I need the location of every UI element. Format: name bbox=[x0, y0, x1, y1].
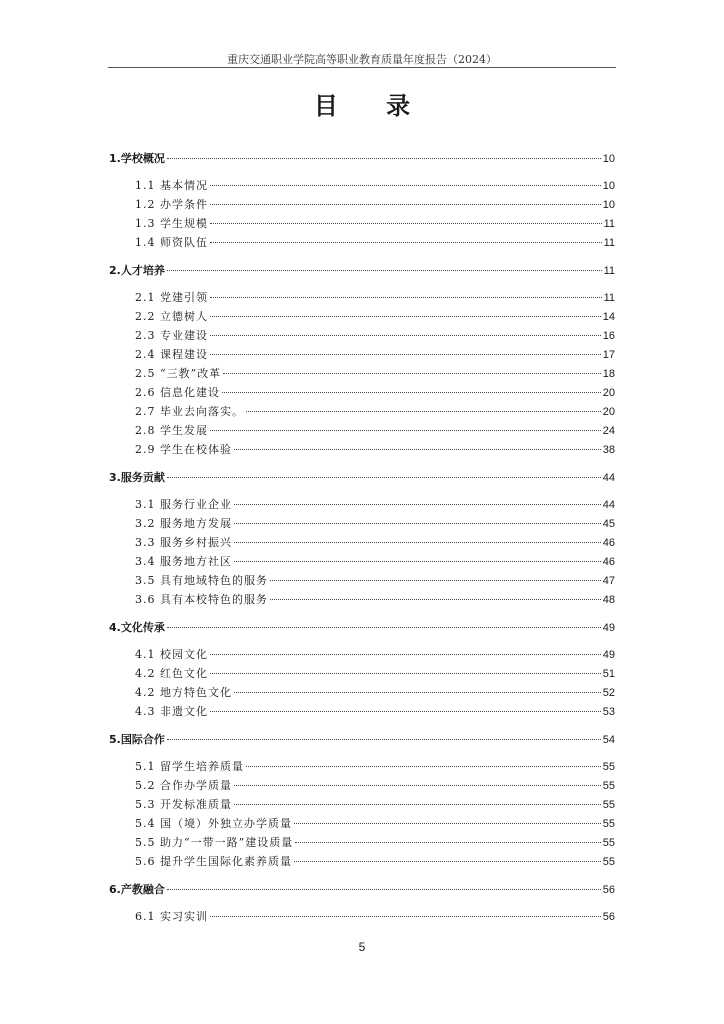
dot-leader bbox=[222, 392, 601, 393]
toc-section-label: 2.人才培养 bbox=[109, 264, 165, 277]
toc-item-label: 2.5 “三教”改革 bbox=[135, 367, 222, 380]
toc-page-number: 38 bbox=[602, 444, 615, 456]
toc-item-row[interactable] bbox=[109, 326, 615, 345]
toc-item-label: 2.4 课程建设 bbox=[135, 348, 208, 361]
toc-page-number: 20 bbox=[602, 406, 615, 418]
toc-page-number: 51 bbox=[602, 668, 615, 680]
dot-leader bbox=[210, 354, 601, 355]
section-spacer bbox=[109, 926, 615, 930]
dot-leader bbox=[210, 223, 602, 224]
dot-leader bbox=[246, 411, 601, 412]
toc-item-row[interactable] bbox=[109, 683, 615, 702]
toc-item-row[interactable] bbox=[109, 514, 615, 533]
toc-page-number: 16 bbox=[602, 330, 615, 342]
toc-item-label: 3.2 服务地方发展 bbox=[135, 517, 232, 530]
toc-page-number: 45 bbox=[602, 518, 615, 530]
section-spacer bbox=[109, 459, 615, 463]
toc-item-label: 2.9 学生在校体验 bbox=[135, 443, 232, 456]
toc-page-number: 54 bbox=[602, 734, 615, 746]
dot-leader bbox=[167, 477, 601, 478]
toc-page-number: 48 bbox=[602, 594, 615, 606]
dot-leader bbox=[167, 158, 601, 159]
toc-item-row[interactable] bbox=[109, 440, 615, 459]
dot-leader bbox=[210, 916, 601, 917]
toc-item-row[interactable] bbox=[109, 421, 615, 440]
toc-item-row[interactable] bbox=[109, 214, 615, 233]
header-divider bbox=[108, 67, 616, 68]
toc-item-label: 1.2 办学条件 bbox=[135, 198, 208, 211]
dot-leader bbox=[210, 185, 601, 186]
dot-leader bbox=[210, 673, 601, 674]
toc-item-label: 4.2 红色文化 bbox=[135, 667, 208, 680]
toc-item-label: 2.7 毕业去向落实。 bbox=[135, 405, 244, 418]
toc-item-label: 3.1 服务行业企业 bbox=[135, 498, 232, 511]
toc-page-number: 56 bbox=[602, 911, 615, 923]
toc-item-label: 4.1 校园文化 bbox=[135, 648, 208, 661]
toc-item-row[interactable] bbox=[109, 364, 615, 383]
toc-item-row[interactable] bbox=[109, 833, 615, 852]
toc-page-number: 55 bbox=[602, 780, 615, 792]
toc-item-row[interactable] bbox=[109, 702, 615, 721]
toc-page-number: 47 bbox=[602, 575, 615, 587]
toc-page-number: 18 bbox=[602, 368, 615, 380]
toc-page-number: 55 bbox=[602, 856, 615, 868]
toc-section-row[interactable] bbox=[109, 618, 615, 637]
toc-item-row[interactable] bbox=[109, 533, 615, 552]
toc-page-number: 11 bbox=[603, 218, 615, 230]
dot-leader bbox=[270, 580, 601, 581]
toc-item-row[interactable] bbox=[109, 795, 615, 814]
toc-section-row[interactable] bbox=[109, 880, 615, 899]
toc-item-label: 5.3 开发标准质量 bbox=[135, 798, 232, 811]
toc-item-label: 4.3 非遗文化 bbox=[135, 705, 208, 718]
toc-item-row[interactable] bbox=[109, 288, 615, 307]
dot-leader bbox=[234, 692, 601, 693]
toc-item-row[interactable] bbox=[109, 402, 615, 421]
toc-page-number: 24 bbox=[602, 425, 615, 437]
running-header: 重庆交通职业学院高等职业教育质量年度报告（2024） bbox=[227, 53, 497, 66]
toc-item-label: 5.6 提升学生国际化素养质量 bbox=[135, 855, 292, 868]
toc-page-number: 10 bbox=[602, 180, 615, 192]
page-number: 5 bbox=[358, 940, 366, 954]
toc-section-row[interactable] bbox=[109, 261, 615, 280]
toc-section-row[interactable] bbox=[109, 149, 615, 168]
dot-leader bbox=[294, 823, 601, 824]
toc-item-label: 5.4 国（境）外独立办学质量 bbox=[135, 817, 292, 830]
dot-leader bbox=[234, 504, 601, 505]
toc-page-number: 10 bbox=[602, 199, 615, 211]
dot-leader bbox=[167, 270, 602, 271]
toc-page-number: 53 bbox=[602, 706, 615, 718]
section-spacer bbox=[109, 252, 615, 256]
toc-page-number: 20 bbox=[602, 387, 615, 399]
toc-item-row[interactable] bbox=[109, 590, 615, 609]
toc-item-label: 3.3 服务乡村振兴 bbox=[135, 536, 232, 549]
toc-section-label: 6.产教融合 bbox=[109, 883, 165, 896]
toc-item-label: 5.5 助力“一带一路”建设质量 bbox=[135, 836, 294, 849]
toc-page-number: 11 bbox=[603, 265, 615, 277]
toc-page-number: 11 bbox=[603, 292, 615, 304]
dot-leader bbox=[210, 242, 602, 243]
dot-leader bbox=[167, 739, 601, 740]
toc-section-row[interactable] bbox=[109, 730, 615, 749]
toc-item-row[interactable] bbox=[109, 645, 615, 664]
toc-page-number: 49 bbox=[602, 649, 615, 661]
toc-item-label: 4.2 地方特色文化 bbox=[135, 686, 232, 699]
dot-leader bbox=[270, 599, 601, 600]
toc-item-row[interactable] bbox=[109, 345, 615, 364]
dot-leader bbox=[294, 861, 601, 862]
toc-item-row[interactable] bbox=[109, 383, 615, 402]
toc-item-label: 3.4 服务地方社区 bbox=[135, 555, 232, 568]
toc-item-row[interactable] bbox=[109, 757, 615, 776]
toc-item-row[interactable] bbox=[109, 852, 615, 871]
dot-leader bbox=[167, 889, 601, 890]
toc-item-row[interactable] bbox=[109, 176, 615, 195]
section-spacer bbox=[109, 721, 615, 725]
toc-item-row[interactable] bbox=[109, 776, 615, 795]
toc-item-label: 5.2 合作办学质量 bbox=[135, 779, 232, 792]
toc-item-label: 3.6 具有本校特色的服务 bbox=[135, 593, 268, 606]
dot-leader bbox=[234, 542, 601, 543]
dot-leader bbox=[210, 430, 601, 431]
toc-item-label: 5.1 留学生培养质量 bbox=[135, 760, 244, 773]
toc-item-label: 2.6 信息化建设 bbox=[135, 386, 220, 399]
toc-section-label: 5.国际合作 bbox=[109, 733, 165, 746]
toc-page-number: 46 bbox=[602, 537, 615, 549]
dot-leader bbox=[210, 316, 601, 317]
toc-page-number: 44 bbox=[602, 499, 615, 511]
toc-item-row[interactable] bbox=[109, 814, 615, 833]
toc-item-label: 2.1 党建引领 bbox=[135, 291, 208, 304]
toc-page-number: 49 bbox=[602, 622, 615, 634]
toc-item-label: 2.3 专业建设 bbox=[135, 329, 208, 342]
toc-item-label: 1.3 学生规模 bbox=[135, 217, 208, 230]
toc-item-label: 3.5 具有地域特色的服务 bbox=[135, 574, 268, 587]
table-of-contents bbox=[109, 144, 615, 930]
dot-leader bbox=[210, 654, 601, 655]
toc-item-row[interactable] bbox=[109, 907, 615, 926]
dot-leader bbox=[234, 449, 601, 450]
toc-page-number: 17 bbox=[602, 349, 615, 361]
dot-leader bbox=[210, 335, 601, 336]
toc-page-number: 14 bbox=[602, 311, 615, 323]
page-title: 目 录 bbox=[313, 92, 431, 120]
toc-item-label: 1.1 基本情况 bbox=[135, 179, 208, 192]
toc-item-row[interactable] bbox=[109, 552, 615, 571]
dot-leader bbox=[234, 804, 601, 805]
section-spacer bbox=[109, 609, 615, 613]
dot-leader bbox=[295, 842, 601, 843]
dot-leader bbox=[210, 204, 601, 205]
dot-leader bbox=[246, 766, 601, 767]
toc-item-row[interactable] bbox=[109, 495, 615, 514]
toc-item-row[interactable] bbox=[109, 664, 615, 683]
toc-page-number: 44 bbox=[602, 472, 615, 484]
section-spacer bbox=[109, 871, 615, 875]
dot-leader bbox=[234, 561, 601, 562]
toc-section-row[interactable] bbox=[109, 468, 615, 487]
toc-page-number: 56 bbox=[602, 884, 615, 896]
toc-page-number: 52 bbox=[602, 687, 615, 699]
toc-page-number: 55 bbox=[602, 761, 615, 773]
toc-section-label: 4.文化传承 bbox=[109, 621, 165, 634]
dot-leader bbox=[234, 523, 601, 524]
toc-section-label: 1.学校概况 bbox=[109, 152, 165, 165]
toc-item-label: 2.2 立德树人 bbox=[135, 310, 208, 323]
toc-page-number: 11 bbox=[603, 237, 615, 249]
toc-page-number: 55 bbox=[602, 837, 615, 849]
dot-leader bbox=[234, 785, 601, 786]
toc-item-label: 2.8 学生发展 bbox=[135, 424, 208, 437]
toc-item-row[interactable] bbox=[109, 233, 615, 252]
toc-item-row[interactable] bbox=[109, 571, 615, 590]
toc-section-label: 3.服务贡献 bbox=[109, 471, 165, 484]
toc-item-row[interactable] bbox=[109, 307, 615, 326]
dot-leader bbox=[210, 297, 602, 298]
toc-item-label: 6.1 实习实训 bbox=[135, 910, 208, 923]
dot-leader bbox=[167, 627, 601, 628]
dot-leader bbox=[210, 711, 601, 712]
toc-page-number: 46 bbox=[602, 556, 615, 568]
toc-page-number: 10 bbox=[602, 153, 615, 165]
toc-page-number: 55 bbox=[602, 799, 615, 811]
dot-leader bbox=[223, 373, 601, 374]
toc-item-label: 1.4 师资队伍 bbox=[135, 236, 208, 249]
toc-item-row[interactable] bbox=[109, 195, 615, 214]
toc-page-number: 55 bbox=[602, 818, 615, 830]
